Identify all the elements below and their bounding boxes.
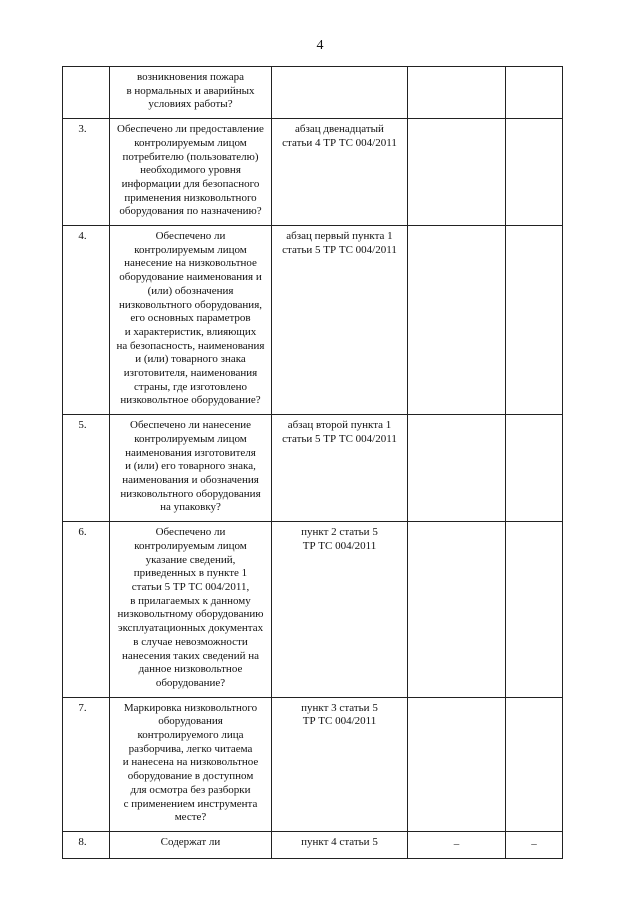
table-row (63, 226, 563, 415)
requirement-reference: абзац двенадцатый статьи 4 ТР ТС 004/2011 (272, 119, 408, 226)
table-row (63, 831, 563, 858)
note-cell (506, 831, 563, 858)
note-cell (506, 67, 563, 119)
requirement-reference: абзац второй пункта 1 статьи 5 ТР ТС 004/2011 (272, 415, 408, 522)
requirement-reference: пункт 2 статьи 5 ТР ТС 004/2011 (272, 522, 408, 697)
dash-mark: – (453, 837, 460, 850)
note-cell (506, 119, 563, 226)
dash-mark: – (531, 837, 537, 850)
answer-cell (408, 697, 506, 831)
answer-cell (408, 226, 506, 415)
row-number: 7. (63, 697, 110, 831)
requirement-reference (272, 67, 408, 119)
note-cell (506, 522, 563, 697)
answer-cell (408, 522, 506, 697)
question-text: Обеспечено ли контролируемым лицом указание сведений, приведенных в пункте 1 статьи 5 ТР ТС 004/2011, в прилагаемых к данному низковольтному оборудованию эксплуатационных документах в случае невозможности нанесения таких сведений на данное низковольтное оборудование? (110, 522, 272, 697)
row-number (63, 67, 110, 119)
question-text: Обеспечено ли предоставление контролируемым лицом потребителю (пользователю) необходимого уровня информации для безопасного применения низковольтного оборудования по назначению? (110, 119, 272, 226)
table-row (63, 415, 563, 522)
question-text: Обеспечено ли нанесение контролируемым лицом наименования изготовителя и (или) его товарного знака, наименования и обозначения низковольтного оборудования на упаковку? (110, 415, 272, 522)
answer-cell (408, 831, 506, 858)
table-row (63, 119, 563, 226)
table-row (63, 522, 563, 697)
answer-cell (408, 119, 506, 226)
note-cell (506, 226, 563, 415)
answer-cell (408, 67, 506, 119)
row-number: 8. (63, 831, 110, 858)
note-cell (506, 415, 563, 522)
requirement-reference: абзац первый пункта 1 статьи 5 ТР ТС 004/2011 (272, 226, 408, 415)
answer-cell (408, 415, 506, 522)
table-row (63, 67, 563, 119)
page-number: 4 (316, 38, 324, 53)
requirement-reference: пункт 3 статьи 5 ТР ТС 004/2011 (272, 697, 408, 831)
checklist-table (62, 66, 563, 859)
row-number: 4. (63, 226, 110, 415)
note-cell (506, 697, 563, 831)
row-number: 6. (63, 522, 110, 697)
question-text: Маркировка низковольтного оборудования контролируемого лица разборчива, легко читаема и нанесена на низковольтное оборудование в доступном для осмотра без разборки с применением инструмента месте? (110, 697, 272, 831)
row-number: 5. (63, 415, 110, 522)
question-text: Обеспечено ли контролируемым лицом нанесение на низковольтное оборудование наименования и (или) обозначения низковольтного оборудования, его основных параметров и характеристик, влияющих на безопасность, наименования и (или) товарного знака изготовителя, наименования страны, где изготовлено низковольтное оборудование? (110, 226, 272, 415)
requirement-reference: пункт 4 статьи 5 (272, 831, 408, 858)
question-text: Содержат ли (110, 831, 272, 858)
table-row (63, 697, 563, 831)
question-text: возникновения пожара в нормальных и аварийных условиях работы? (110, 67, 272, 119)
row-number: 3. (63, 119, 110, 226)
